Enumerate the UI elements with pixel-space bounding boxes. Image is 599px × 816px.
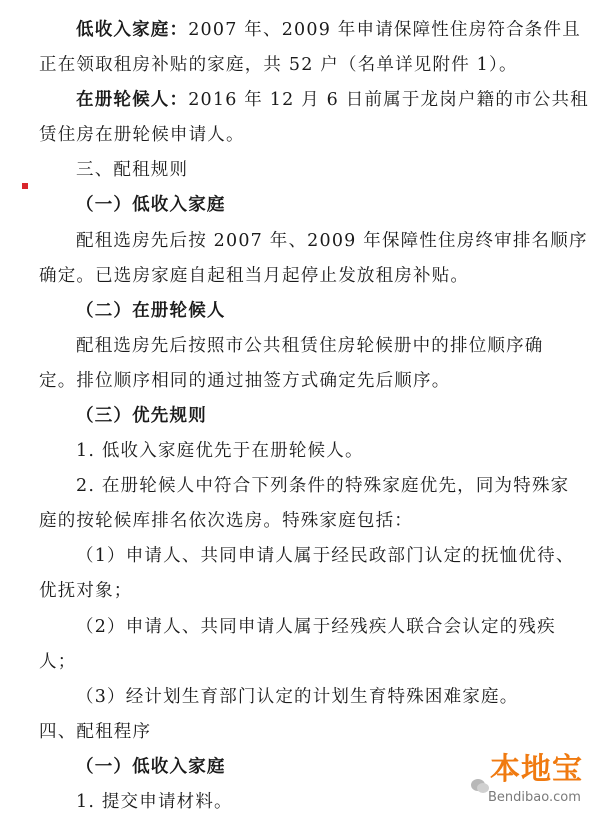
text-line-2: 正在领取租房补贴的家庭，共 52 户（名单详见附件 1）。 xyxy=(39,55,518,75)
text-line-10: 配租选房先后按照市公共租赁住房轮候册中的排位顺序确 xyxy=(76,336,544,356)
red-marker xyxy=(22,183,28,189)
text-line-15: 庭的按轮候库排名依次选房。特殊家庭包括： xyxy=(39,511,413,531)
watermark-brand: 本地宝 xyxy=(490,752,583,787)
text-line-1-rest: 2007 年、2009 年申请保障性住房符合条件且 xyxy=(188,20,581,40)
text-line-14: 2. 在册轮候人中符合下列条件的特殊家庭优先，同为特殊家 xyxy=(76,476,570,496)
text-line-18: （2）申请人、共同申请人属于经残疾人联合会认定的残疾 xyxy=(76,617,556,637)
chat-bubble-icon xyxy=(470,776,490,796)
text-line-16: （1）申请人、共同申请人属于经民政部门认定的抚恤优待、 xyxy=(76,546,575,566)
text-line-3 xyxy=(76,88,589,112)
subheading-waitlist: （二）在册轮候人 xyxy=(76,301,226,321)
section-heading-3: 三、配租规则 xyxy=(76,160,189,180)
text-line-23: 1. 提交申请材料。 xyxy=(76,792,233,812)
text-line-3-rest: 2016 年 12 月 6 日前属于龙岗户籍的市公共租 xyxy=(188,90,589,110)
subheading-low-income: （一）低收入家庭 xyxy=(76,195,226,215)
text-line-13: 1. 低收入家庭优先于在册轮候人。 xyxy=(76,441,364,461)
text-line-8: 确定。已选房家庭自起租当月起停止发放租房补贴。 xyxy=(39,266,470,286)
text-line-20: （3）经计划生育部门认定的计划生育特殊困难家庭。 xyxy=(76,687,519,707)
section-heading-4: 四、配租程序 xyxy=(39,722,152,742)
bendibao-watermark xyxy=(470,752,592,810)
text-line-19: 人； xyxy=(39,652,77,672)
text-line-11: 定。排位顺序相同的通过抽签方式确定先后顺序。 xyxy=(39,371,451,391)
term-low-income: 低收入家庭： xyxy=(76,20,189,40)
subheading-priority: （三）优先规则 xyxy=(76,406,207,426)
watermark-url: Bendibao.com xyxy=(488,790,581,805)
subheading-low-income-2: （一）低收入家庭 xyxy=(76,757,226,777)
text-line-17: 优抚对象； xyxy=(39,581,133,601)
text-line-7: 配租选房先后按 2007 年、2009 年保障性住房终审排名顺序 xyxy=(76,231,588,251)
term-waitlist: 在册轮候人： xyxy=(76,90,189,110)
text-line-1 xyxy=(76,18,581,42)
text-line-4: 赁住房在册轮候申请人。 xyxy=(39,125,245,145)
